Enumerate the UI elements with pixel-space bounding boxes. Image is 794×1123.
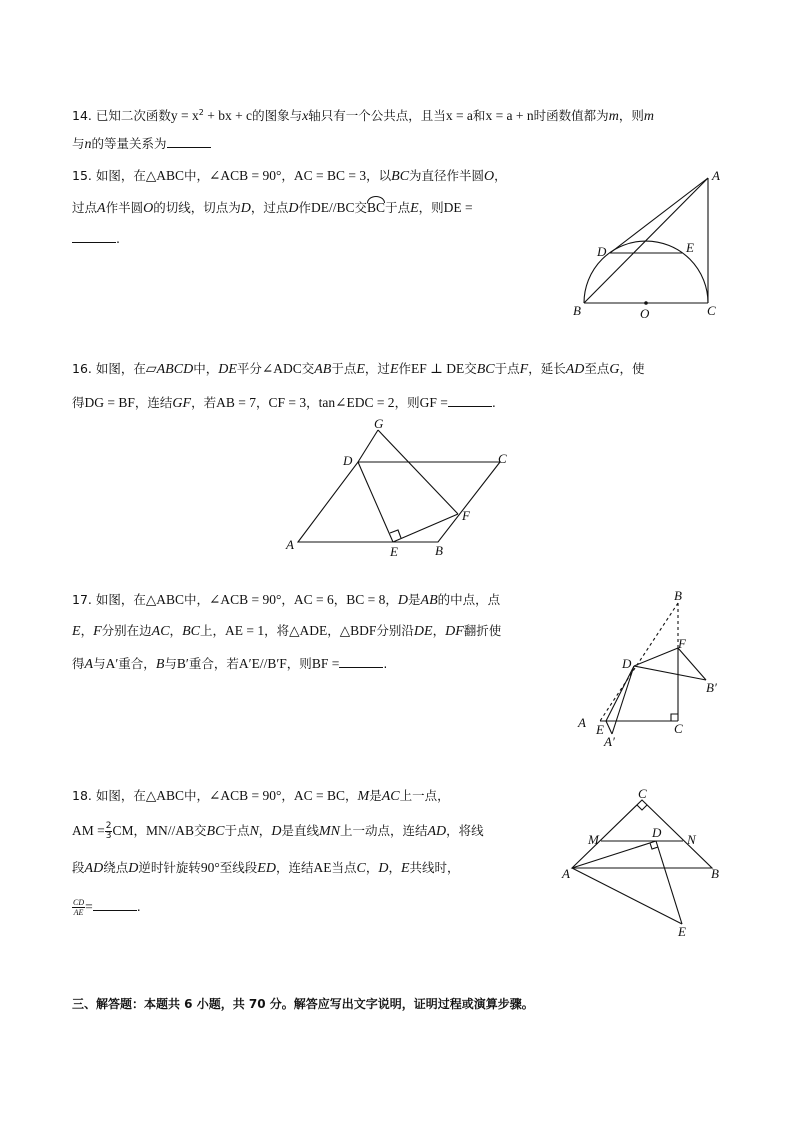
q15-text: ， [494,168,507,183]
q16-text: 平分 [236,361,262,376]
q17-text: 17. 如图，在 [72,592,146,607]
q18-label-a: A [562,866,570,881]
q18-eq: CM [112,823,134,838]
q18-line2 [72,822,484,841]
q17-text: 分别在边 [101,623,152,638]
q15-text: ，以 [366,168,392,183]
q16-var: G [609,362,620,377]
q17-var: A [84,657,94,672]
q16-text: ， [306,395,319,410]
q14-text: ，则 [618,108,644,124]
q18-var: BC [206,824,225,839]
q16-eq: CF = 3 [268,395,307,410]
q16-text: 交 [301,361,315,376]
q18-text: 于点 [224,823,250,838]
q15-text: 作半圆 [105,200,144,215]
q18-text: 18. 如图，在 [72,788,146,803]
q18-label-b: B [711,866,719,881]
q17-segment-df [634,648,678,666]
q16-eq: GF = [419,395,448,410]
q16-text: ，若 [191,395,217,410]
q15-text: ， [281,168,294,183]
q18-text: 逆时针旋转 [138,860,201,875]
q14-text: 的图象与 [252,108,303,124]
q17-text: 翻折使 [463,623,502,638]
q16-var: E [356,362,365,377]
q16-label-f: F [462,508,470,523]
q15-answer-blank[interactable] [72,230,116,243]
q15-eq: ∠ACB = 90° [209,168,282,183]
q18-text: ， [258,823,272,838]
q14-text: 和 [472,108,486,124]
q15-eq: DE = [443,200,473,215]
q15-var: O [484,169,495,184]
q18-text: 交 [194,823,207,838]
q15-var: O [143,201,154,216]
q17-text: 重合，若 [188,656,239,671]
q17-label-e: E [596,722,604,737]
q18-fraction-num: 2 [105,821,112,831]
q16-label-d: D [343,453,353,468]
q17-text: . [383,656,388,671]
q16-segment-de [358,462,393,542]
q15-figure [560,160,730,325]
q18-segment-ad [572,841,656,868]
q18-text: ， [281,788,294,803]
q18-var: C [356,861,366,876]
q17-eq: AE = 1 [224,623,265,638]
q16-var: GF [172,396,192,411]
q17-eq: BF = [311,656,340,671]
q16-var: DE [218,362,237,377]
q18-line1 [72,788,450,805]
q16-text: 于点 [494,361,520,376]
q16-text: 作 [398,361,412,376]
q15-text: 中， [184,168,210,183]
q18-text: . [136,899,141,914]
q15-var: D [288,201,299,216]
q18-ratio-num: CD [73,898,85,907]
q15-eq: AC = BC = 3 [293,168,367,183]
q17-text: 分别沿 [376,623,414,638]
q14-sup: 2 [198,108,204,117]
q17-var: DE [413,624,433,639]
q18-text: ， [365,860,379,875]
q14-text: 时函数值都为 [533,108,609,124]
q18-eq: 90° [200,860,220,875]
q17-text: ， [327,623,340,638]
q17-eq: BC = 8 [346,592,386,607]
q15-label-a: A [712,168,720,183]
q15-label-o: O [640,306,650,321]
q16-text: ， [255,395,269,410]
q15-eq: △ABC [145,168,184,183]
q14-line1 [72,105,654,125]
q17-text: ，则 [286,656,312,671]
q15-label-e: E [686,240,694,255]
q18-var: N [249,824,259,839]
q18-eq: = [85,899,93,914]
q17-text: ， [385,592,398,607]
q17-text: ， [281,592,294,607]
q18-var: ED [257,861,276,876]
q17-text: 上， [199,623,225,638]
q17-answer-blank[interactable] [339,655,383,668]
q14-text: 轴只有一个公共点，且当 [308,108,446,124]
q15-label-b: B [573,303,581,318]
q14-text: 14. 已知二次函数 [72,108,171,124]
q15-text: 过点 [72,200,98,215]
q16-eq: DG = BF [84,395,135,410]
q18-eq: MN//AB [146,823,195,838]
q18-ratio-den: AE [73,908,84,917]
q16-text: 中， [193,361,219,376]
q18-segment-ae [572,868,682,924]
q18-label-c: C [638,786,647,801]
q17-label-d: D [622,656,632,671]
q18-var: AD [84,861,104,876]
q17-var: AB [420,593,438,608]
q17-label-bprime: B′ [706,680,717,695]
q16-eq: tan∠EDC = 2 [318,395,395,410]
q18-text: ， [133,823,147,838]
q16-parallelogram [298,462,500,542]
q17-label-aprime: A′ [604,734,615,749]
q17-text: ， [333,592,347,607]
q18-label-d: D [652,825,662,840]
q16-segment-dg [358,430,378,462]
q14-eq: y = x [170,108,199,124]
q16-var: F [519,362,529,377]
q18-eq: AE [313,860,332,875]
q18-eq: AM = [72,823,105,838]
q16-var: BC [476,362,495,377]
q16-var: AD [565,362,585,377]
q16-text: ，则 [394,395,420,410]
q14-eq: x = a + n [485,108,534,124]
q14-answer-blank[interactable] [167,135,211,148]
q15-var: D [240,201,251,216]
q16-label-b: B [435,543,443,558]
q18-right-angle-mark-c [637,805,647,810]
q17-var: F [93,624,102,639]
q18-text: 段 [72,860,85,875]
q18-text: ， [388,860,401,875]
q16-text: ，使 [619,361,645,376]
q18-text: 是直线 [281,823,319,838]
q17-segment-de [606,666,634,721]
q17-text: 重合， [118,656,156,671]
q14-var: m [608,109,619,125]
q15-line2 [72,200,473,217]
q17-eq: ∠ACB = 90° [209,592,282,607]
q16-text: 至点 [584,361,610,376]
q18-label-m: M [588,832,599,847]
q16-label-g: G [374,416,384,431]
q17-segment-eap [606,721,612,734]
q18-var: D [271,824,282,839]
q18-text: ，将线 [446,823,484,838]
q18-var: AD [427,824,447,839]
q18-var: E [400,861,410,876]
q18-eq: AC = BC [293,788,346,803]
q15-var: BC [391,169,410,184]
q18-label-n: N [687,832,696,847]
q18-eq: △ABC [145,788,184,803]
q17-text: 得 [72,656,85,671]
q14-var: x [302,109,309,125]
q16-var: ▱ABCD [145,362,194,377]
q17-line2 [72,623,501,640]
q17-eq: △BDF [339,623,377,638]
q18-label-e: E [678,924,686,939]
q18-text: ， [345,788,358,803]
q15-text: ，过点 [250,200,289,215]
q15-var: A [97,201,106,216]
q15-label-c: C [707,303,716,318]
q18-var: MN [318,824,340,839]
q15-text: . [116,231,120,246]
q18-text: 上一动点，连结 [339,823,428,838]
q16-line1 [72,361,645,378]
q17-eq: △ABC [145,592,184,607]
q17-label-f: F [678,636,686,651]
q17-eq: B′ [176,656,189,671]
q15-var: E [410,201,419,216]
q18-line4 [72,898,141,917]
q16-var: AB [314,362,332,377]
q15-text: 交 [354,200,368,215]
q16-label-e: E [390,544,398,559]
q17-eq: A′E//B′F [238,656,287,671]
q15-line1 [72,168,507,185]
q18-text: ，连结 [275,860,314,875]
q14-var: n [84,137,92,152]
q18-text: 上一点， [399,788,450,803]
q17-line3 [72,655,387,673]
q17-var: DF [445,624,464,639]
q14-var: m [643,109,654,125]
q18-text: 当点 [331,860,357,875]
q17-var: BC [182,624,200,639]
q17-eq: A′ [105,656,119,671]
q15-text: 为直径作半圆 [409,168,485,183]
q17-text: 的中点，点 [437,592,501,607]
q18-segment-de [656,841,682,924]
q18-line3 [72,860,460,877]
q18-var: M [357,789,370,804]
q15-text: 于点 [385,200,411,215]
q14-text: 的等量关系为 [91,136,167,151]
q17-label-b: B [674,588,682,603]
q17-var: AC [151,624,170,639]
q18-eq: ∠ACB = 90° [209,788,282,803]
q16-line2 [72,394,496,412]
q17-right-angle-mark [671,714,678,721]
q16-text: . [491,395,496,410]
q16-answer-blank[interactable] [448,394,492,407]
q16-label-a: A [286,537,294,552]
q17-text: ，将 [264,623,290,638]
q17-segment-ab [600,603,678,721]
q16-var: E [389,362,399,377]
q16-text: 于点 [331,361,357,376]
q16-eq: EF ⊥ DE [411,361,465,376]
q17-text: 与 [93,656,106,671]
q18-text: 是 [369,788,382,803]
q16-right-angle-mark [390,530,401,538]
q17-eq: △ADE [289,623,328,638]
q18-text: 共线时， [409,860,460,875]
q17-figure [572,588,732,753]
q15-text: 15. 如图，在 [72,168,146,183]
q16-text: ，连结 [134,395,173,410]
q17-text: 与 [164,656,177,671]
q18-text: 至线段 [219,860,258,875]
q15-center-dot [644,301,648,305]
q17-var: E [72,624,81,639]
q16-eq: AB = 7 [216,395,256,410]
q16-text: ，过 [364,361,390,376]
q17-segment-dap [612,666,634,734]
q14-eq: x = a [445,108,473,124]
q15-arc: BC [367,200,386,215]
q17-text: 是 [408,592,421,607]
q16-segment-gf [378,430,458,514]
q17-text: ， [432,623,446,638]
q15-line3 [72,230,120,247]
q17-line1 [72,592,500,609]
q18-var: AC [381,789,400,804]
q18-var: D [378,861,389,876]
q15-text: 的切线，切点为 [153,200,241,215]
q15-label-d: D [597,244,607,259]
q17-var: D [397,593,409,608]
q15-text: 作 [298,200,312,215]
q18-text: 中， [184,788,210,803]
q17-eq: AC = 6 [293,592,334,607]
q17-label-c: C [674,721,683,736]
q17-text: ， [80,623,94,638]
q16-eq: ∠ADC [261,361,302,376]
q14-line2 [72,135,211,153]
q16-text: ，延长 [528,361,566,376]
section-3-heading: 三、解答题：本题共 6 小题，共 70 分。解答应写出文字说明，证明过程或演算步骤。 [72,997,534,1011]
q16-figure [280,412,520,560]
q18-var: D [128,861,139,876]
q18-figure [558,786,734,938]
q18-text: 绕点 [103,860,129,875]
q14-eq: + bx + c [203,108,253,124]
q16-text: 16. 如图，在 [72,361,146,376]
q16-label-c: C [498,451,507,466]
q18-fraction-den: 3 [105,831,112,841]
q17-label-a: A [578,715,586,730]
q14-text: 与 [72,136,85,151]
q17-text: ， [169,623,183,638]
q15-text: ，则 [418,200,444,215]
q17-var: B [155,657,165,672]
q16-text: 交 [464,361,477,376]
q17-text: 中， [184,592,210,607]
q18-answer-blank[interactable] [93,898,137,911]
q18-ratio-fraction [72,898,85,917]
q15-eq: DE//BC [311,200,355,215]
q16-text: 得 [72,395,85,410]
